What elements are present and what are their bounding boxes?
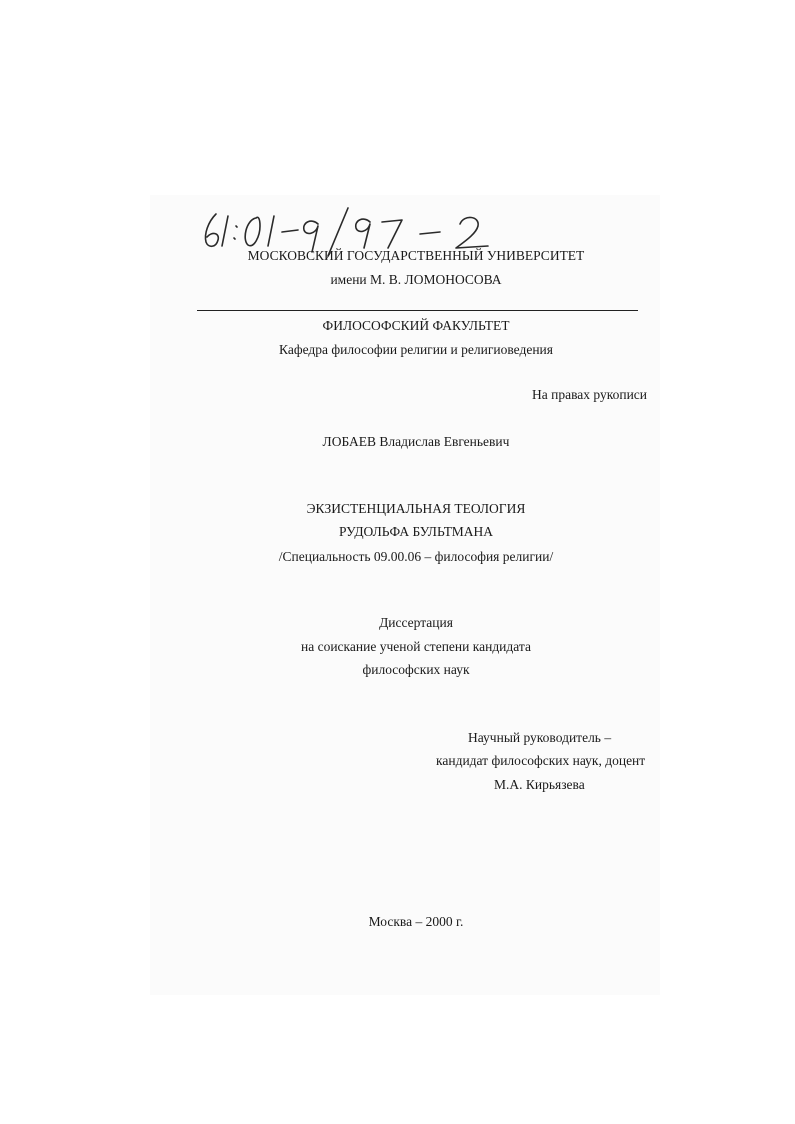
supervisor-label: Научный руководитель –	[468, 730, 612, 745]
place-and-year: Москва – 2000 г.	[368, 914, 464, 929]
specialty-line: /Специальность 09.00.06 – философия религии/	[278, 549, 554, 564]
dissertation-label: Диссертация	[379, 615, 453, 630]
faculty-name: ФИЛОСОФСКИЙ ФАКУЛЬТЕТ	[322, 318, 510, 333]
dissertation-title-line-2: РУДОЛЬФА БУЛЬТМАНА	[338, 524, 494, 539]
department-name: Кафедра философии религии и религиоведения	[279, 342, 553, 357]
scan-background	[150, 195, 660, 995]
dissertation-title-line-1: ЭКЗИСТЕНЦИАЛЬНАЯ ТЕОЛОГИЯ	[306, 501, 526, 516]
supervisor-title: кандидат философских наук, доцент	[436, 753, 646, 768]
supervisor-name: М.А. Кирьязева	[494, 777, 585, 792]
university-name: МОСКОВСКИЙ ГОСУДАРСТВЕННЫЙ УНИВЕРСИТЕТ	[247, 248, 585, 263]
header-divider	[197, 310, 638, 311]
university-named-after: имени М. В. ЛОМОНОСОВА	[330, 272, 502, 287]
author-name: ЛОБАЕВ Владислав Евгеньевич	[322, 434, 510, 449]
degree-field-line: философских наук	[362, 662, 470, 677]
degree-line: на соискание ученой степени кандидата	[301, 639, 531, 654]
manuscript-note: На правах рукописи	[532, 387, 648, 402]
